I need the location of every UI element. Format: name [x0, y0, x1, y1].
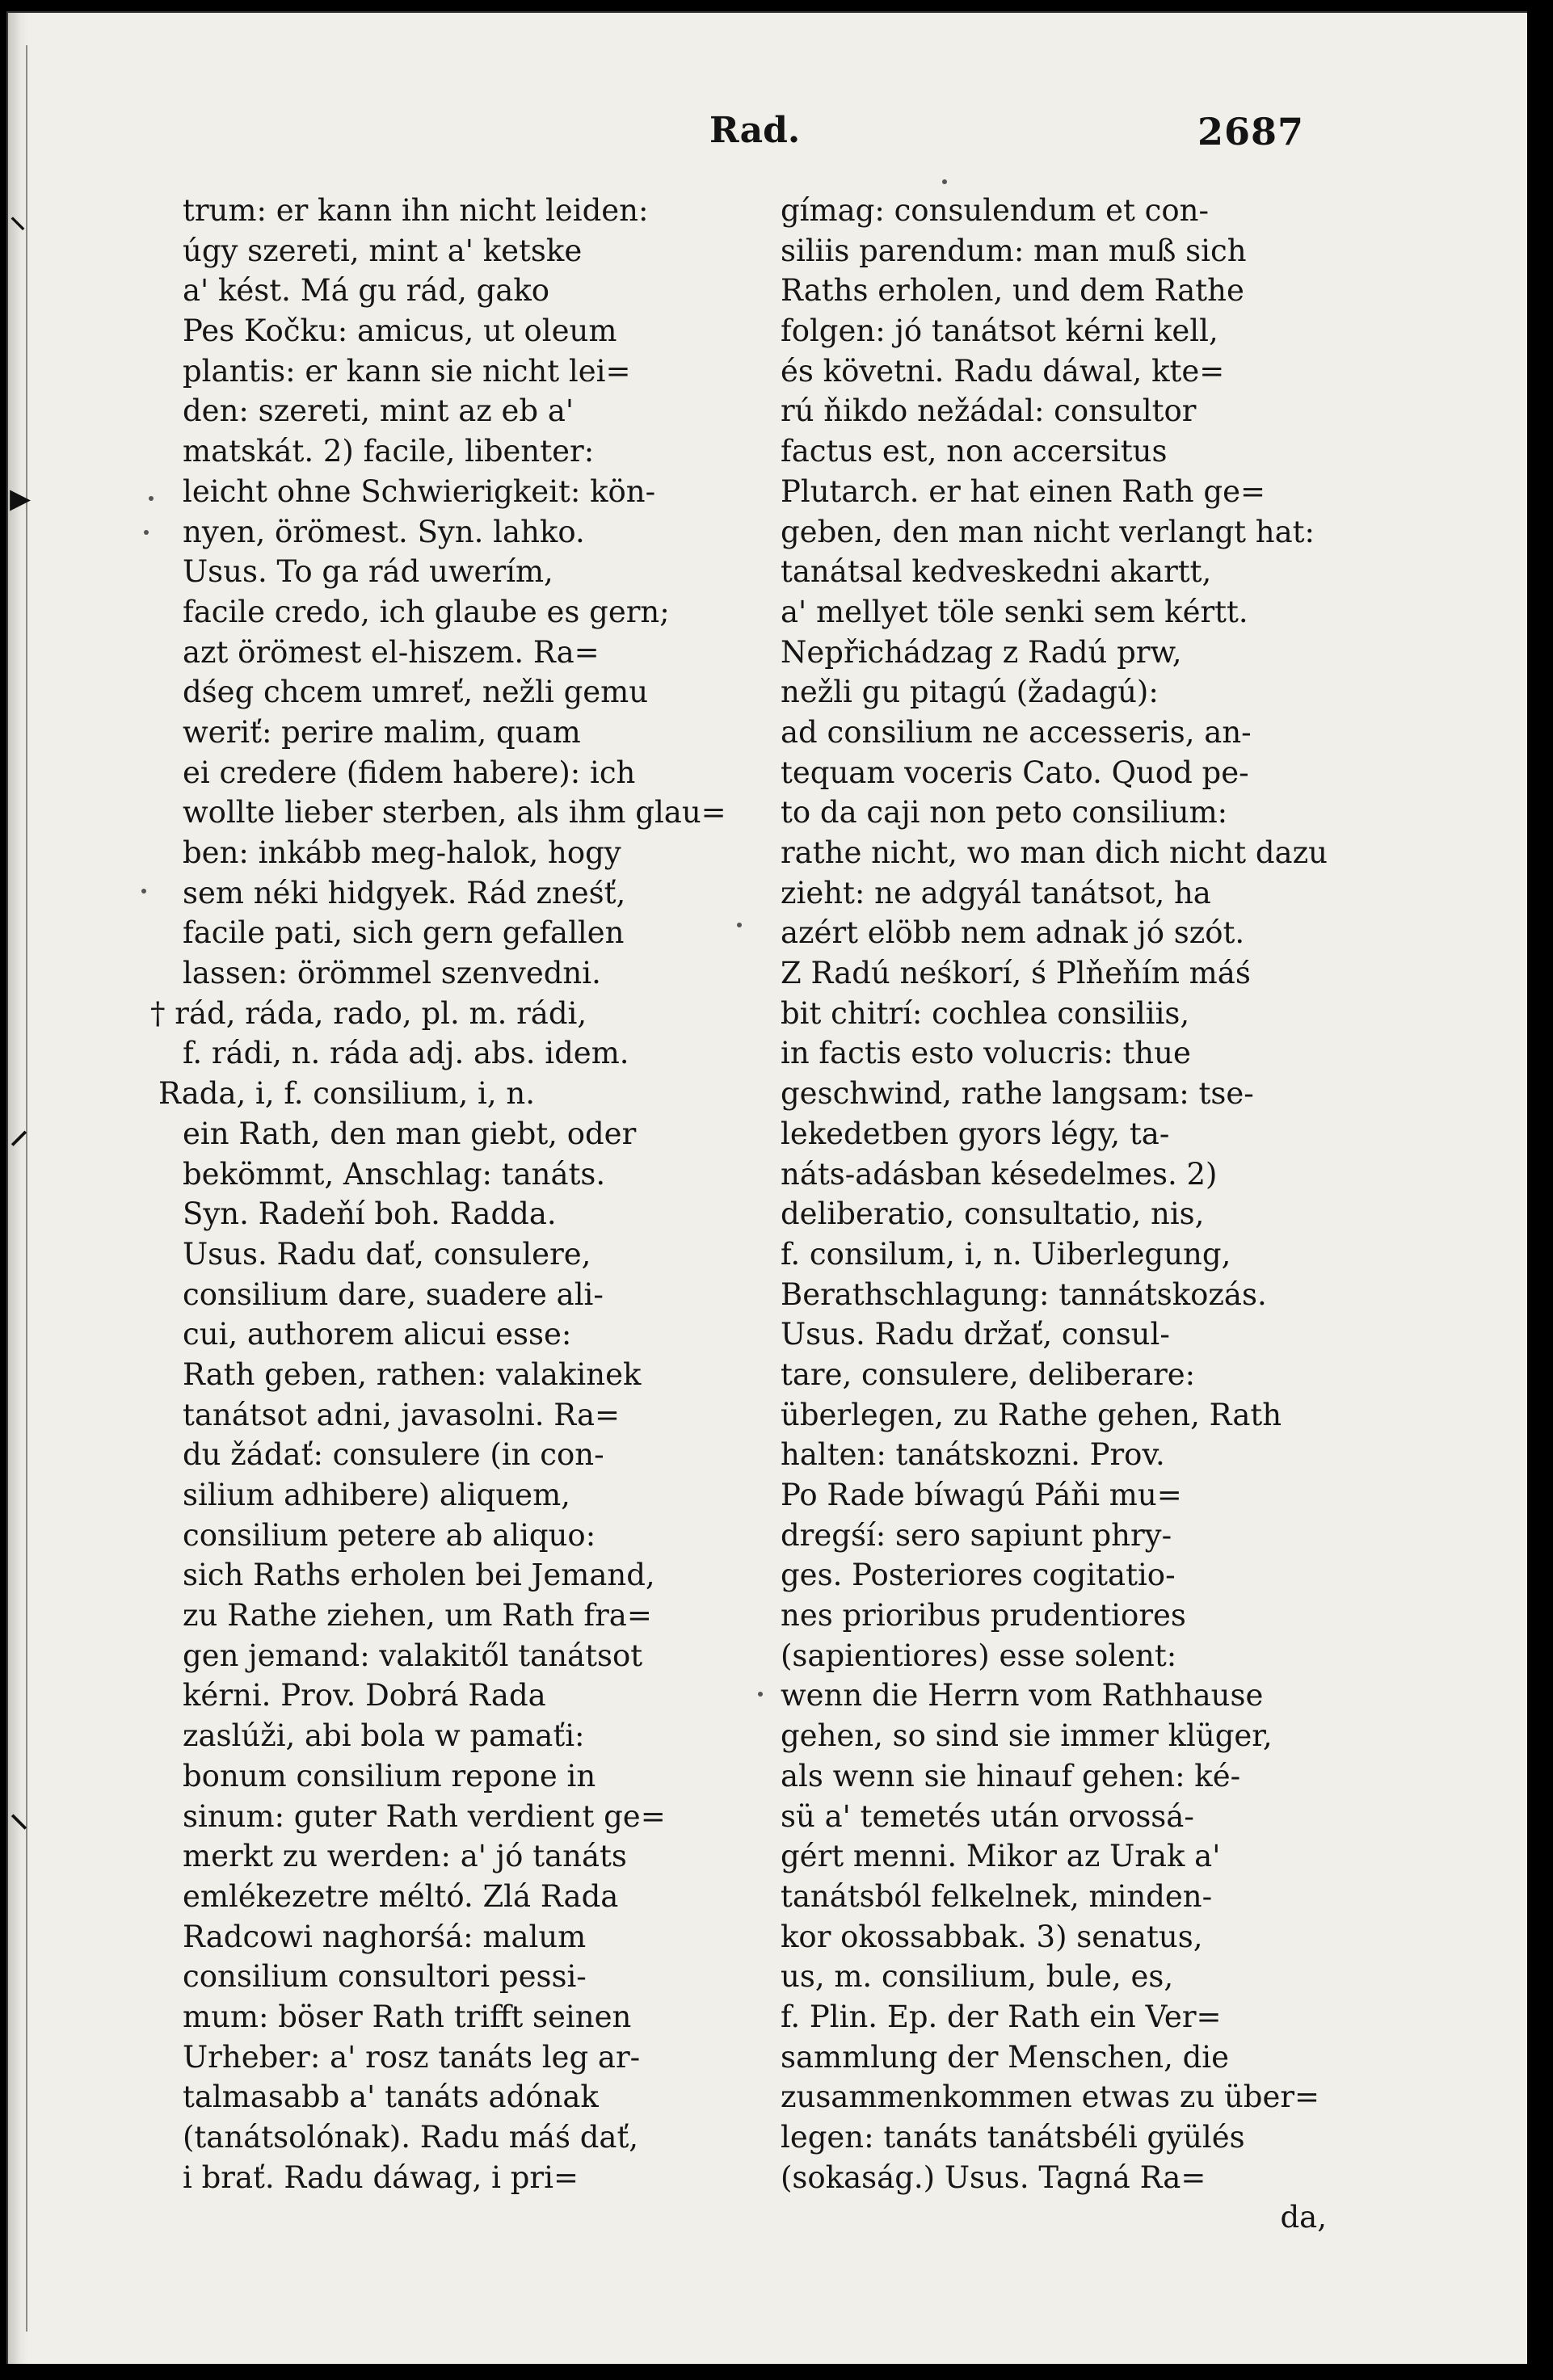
margin-mark-4: ⸜ [10, 1791, 28, 1835]
right-column-line: us, m. consilium, bule, es, [781, 1959, 1174, 1995]
left-column-line: consilium consultori pessi- [183, 1959, 587, 1995]
left-column-line: du žádať: consulere (in con- [183, 1437, 604, 1473]
left-column-line: i brať. Radu dáwag, i pri= [183, 2159, 579, 2195]
left-column-line: zu Rathe ziehen, um Rath fra= [183, 1598, 652, 1634]
right-column-line: zusammenkommen etwas zu über= [781, 2079, 1320, 2115]
right-column-line: deliberatio, consultatio, nis, [781, 1196, 1205, 1232]
margin-mark-3: ⸝ [10, 1108, 28, 1151]
left-column-line: wollte lieber sterben, als ihm glau= [183, 795, 726, 830]
right-column-line: to da caji non peto consilium: [781, 795, 1228, 830]
right-column-line: Raths erholen, und dem Rathe [781, 273, 1244, 309]
left-column-line: facile credo, ich glaube es gern; [183, 594, 670, 629]
right-column-line: tare, consulere, deliberare: [781, 1356, 1196, 1392]
right-column-line: nežli gu pitagú (žadagú): [781, 675, 1159, 710]
left-column-line: sich Raths erholen bei Jemand, [183, 1558, 655, 1593]
left-column-line: gen jemand: valakitől tanátsot [183, 1638, 643, 1673]
right-column-line: geschwind, rathe langsam: tse- [781, 1076, 1254, 1112]
left-column-line: sem néki hidgyek. Rád zneśť, [183, 875, 626, 910]
right-column-line: (sokaság.) Usus. Tagná Ra= [781, 2159, 1206, 2195]
right-column-line: f. Plin. Ep. der Rath ein Ver= [781, 1999, 1222, 2034]
right-column-line: azért elöbb nem adnak jó szót. [781, 915, 1245, 951]
left-column-line: Usus. Radu dať, consulere, [183, 1236, 591, 1272]
right-column-line: sammlung der Menschen, die [781, 2039, 1229, 2075]
right-column-line: ad consilium ne accesseris, an- [781, 714, 1252, 750]
left-column-line: Usus. To ga rád uwerím, [183, 554, 553, 590]
left-column-line: úgy szereti, mint a' ketske [183, 233, 583, 268]
running-head: Rad. [709, 110, 801, 151]
right-column-line: legen: tanáts tanátsbéli gyülés [781, 2120, 1245, 2155]
right-column-line: bit chitrí: cochlea consiliis, [781, 995, 1190, 1031]
right-column-line: Z Radú neśkorí, ś Plňeňím máś [781, 956, 1251, 991]
left-column-line: leicht ohne Schwierigkeit: kön- [183, 473, 656, 509]
left-column-line: (tanátsolónak). Radu máś dať, [183, 2120, 639, 2155]
right-column-line: nes prioribus prudentiores [781, 1598, 1186, 1634]
right-column-line: wenn die Herrn vom Rathhause [781, 1678, 1264, 1714]
left-column-line: bekömmt, Anschlag: tanáts. [183, 1156, 606, 1192]
right-column-line: geben, den man nicht verlangt hat: [781, 514, 1315, 549]
left-column-line: consilium petere ab aliquo: [183, 1517, 596, 1553]
left-column-line: Rath geben, rathen: valakinek [183, 1356, 642, 1392]
right-column-line: Usus. Radu držať, consul- [781, 1317, 1170, 1352]
left-column-line: weriť: perire malim, quam [183, 714, 581, 750]
right-column-line: és követni. Radu dáwal, kte= [781, 353, 1225, 389]
right-column-line: kor okossabbak. 3) senatus, [781, 1919, 1203, 1954]
left-column-line: plantis: er kann sie nicht lei= [183, 353, 631, 389]
left-column-line: matskát. 2) facile, libenter: [183, 434, 595, 469]
right-column-line: tanátsból felkelnek, minden- [781, 1878, 1213, 1914]
left-column-line: cui, authorem alicui esse: [183, 1317, 572, 1352]
right-column-line: Plutarch. er hat einen Rath ge= [781, 473, 1265, 509]
right-column-line: ges. Posteriores cogitatio- [781, 1558, 1176, 1593]
right-column-line: in factis esto volucris: thue [781, 1036, 1191, 1071]
page-header [8, 103, 1527, 160]
left-column-line: azt örömest el-hiszem. Ra= [183, 634, 600, 670]
right-column-line: Nepřichádzag z Radú prw, [781, 634, 1182, 670]
left-column-line: Radcowi naghorśá: malum [183, 1919, 587, 1954]
left-column-line: Urheber: a' rosz tanáts leg ar- [183, 2039, 641, 2075]
dictionary-page [6, 11, 1527, 2364]
right-column-line: Berathschlagung: tannátskozás. [781, 1276, 1267, 1312]
left-column-line: silium adhibere) aliquem, [183, 1478, 570, 1512]
left-margin-rule [26, 45, 27, 2332]
left-column-line: lassen: örömmel szenvedni. [183, 956, 601, 991]
left-column-line: kérni. Prov. Dobrá Rada [183, 1678, 546, 1714]
right-column-line: dregśí: sero sapiunt phry- [781, 1517, 1172, 1553]
right-column-line: tequam voceris Cato. Quod pe- [781, 755, 1249, 790]
left-column-line: consilium dare, suadere ali- [183, 1276, 604, 1312]
left-text-column [150, 191, 753, 2197]
right-column-line: (sapientiores) esse solent: [781, 1638, 1177, 1673]
right-column-line: da, [1280, 2200, 1327, 2235]
right-column-line: tanátsal kedveskedni akartt, [781, 554, 1212, 590]
left-column-line: zaslúži, abi bola w pamaťi: [183, 1718, 585, 1754]
left-column-line: Syn. Radeňí boh. Radda. [183, 1196, 557, 1232]
right-column-line: gért menni. Mikor az Urak a' [781, 1839, 1221, 1874]
right-column-line: rathe nicht, wo man dich nicht dazu [781, 835, 1328, 870]
right-column-line: a' mellyet töle senki sem kértt. [781, 594, 1248, 629]
right-column-line: Po Rade bíwagú Páňi mu= [781, 1478, 1182, 1512]
margin-dot-1 [149, 496, 154, 501]
right-column-line: f. consilum, i, n. Uiberlegung, [781, 1236, 1231, 1272]
left-column-line: emlékezetre méltó. Zlá Rada [183, 1878, 619, 1914]
right-column-line: halten: tanátskozni. Prov. [781, 1437, 1165, 1473]
margin-dot-3 [141, 889, 146, 894]
left-column-line: ei credere (fidem habere): ich [183, 755, 636, 790]
right-column-line: folgen: jó tanátsot kérni kell, [781, 313, 1218, 349]
left-column-line: mum: böser Rath trifft seinen [183, 1999, 632, 2034]
left-column-line: facile pati, sich gern gefallen [183, 915, 625, 951]
left-column-line: Pes Kočku: amicus, ut oleum [183, 313, 617, 349]
page-number: 2687 [1197, 110, 1305, 153]
left-column-line: ein Rath, den man giebt, oder [183, 1116, 637, 1151]
left-column-line: talmasabb a' tanáts adónak [183, 2079, 599, 2115]
right-column-line: überlegen, zu Rathe gehen, Rath [781, 1397, 1282, 1432]
right-column-line: sü a' temetés után orvossá- [781, 1798, 1194, 1834]
left-column-line: ben: inkább meg-halok, hogy [183, 835, 621, 870]
margin-dot-2 [144, 530, 149, 535]
left-column-line: f. rádi, n. ráda adj. abs. idem. [183, 1036, 629, 1071]
right-column-line: factus est, non accersitus [781, 434, 1168, 469]
right-column-line: als wenn sie hinauf gehen: ké- [781, 1758, 1241, 1793]
right-column-line: zieht: ne adgyál tanátsot, ha [781, 875, 1211, 910]
margin-mark-1: ⸜ [10, 198, 26, 235]
left-column-line: tanátsot adni, javasolni. Ra= [183, 1397, 621, 1432]
margin-dot-6 [942, 179, 947, 184]
margin-dot-5 [758, 1692, 763, 1697]
right-column-line: lekedetben gyors légy, ta- [781, 1116, 1170, 1151]
left-column-line: † rád, ráda, rado, pl. m. rádi, [150, 995, 587, 1031]
left-column-line: trum: er kann ihn nicht leiden: [183, 193, 649, 228]
right-column-line: gehen, so sind sie immer klüger, [781, 1718, 1273, 1754]
margin-mark-2: ▸ [10, 473, 32, 522]
left-column-line: sinum: guter Rath verdient ge= [183, 1798, 666, 1834]
left-column-line: merkt zu werden: a' jó tanáts [183, 1839, 627, 1874]
left-column-line: a' kést. Má gu rád, gako [183, 273, 550, 309]
left-column-line: bonum consilium repone in [183, 1758, 596, 1793]
right-column-line: siliis parendum: man muß sich [781, 233, 1247, 268]
right-text-column [781, 191, 1338, 2238]
right-column-line: náts-adásban késedelmes. 2) [781, 1156, 1218, 1192]
left-column-line: dśeg chcem umreť, nežli gemu [183, 675, 649, 710]
left-column-line: nyen, örömest. Syn. lahko. [183, 514, 585, 549]
left-column-line: den: szereti, mint az eb a' [183, 393, 574, 429]
left-column-line: Rada, i, f. consilium, i, n. [158, 1076, 535, 1112]
right-column-line: rú ňikdo nežádal: consultor [781, 393, 1197, 429]
right-column-line: gímag: consulendum et con- [781, 193, 1209, 228]
